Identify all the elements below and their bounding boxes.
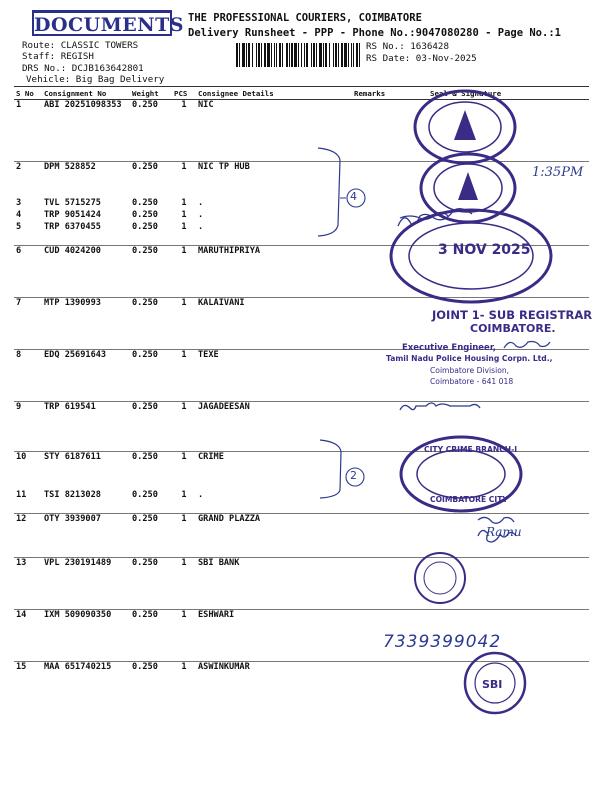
row-consignee: TEXE [196,350,352,402]
row-pcs: 1 [172,514,196,558]
group2-bracket [320,440,341,498]
police-line4: Coimbatore - 641 018 [430,377,514,386]
row-pcs: 1 [172,298,196,350]
row-sno: 3 [16,197,22,208]
signature-row8 [504,342,550,349]
row-pcs: 1 [181,162,187,172]
row-consignment: TRP 6370455 [42,222,130,246]
row-consignee: CRIME [198,452,224,462]
registrar-line2: COIMBATORE. [470,322,556,335]
police-line2: Tamil Nadu Police Housing Corpn. Ltd., [386,354,553,363]
row-sno: 13 [14,558,42,610]
row-consignment: OTY 3939007 [42,514,130,558]
row-pcs: 1 [172,246,196,298]
row-weight: 0.250 [130,222,172,246]
row-pcs: 1 [181,662,187,672]
row-sno: 6 [14,246,42,298]
group1-mark: 4 [350,190,357,203]
row-consignee: MARUTHIPRIYA [196,246,352,298]
row-consignee: . [198,197,204,208]
row-weight: 0.250 [132,662,158,672]
signature-row12 [478,517,514,523]
group1-bracket [318,148,340,236]
row-weight: 0.250 [130,298,172,350]
group2-mark: 2 [350,469,357,482]
row-sno: 1 [14,100,42,162]
staff: Staff: REGISH [22,51,94,62]
company-title: THE PROFESSIONAL COURIERS, COIMBATORE [188,12,422,24]
row-consignee: NIC TP HUB [198,162,250,172]
row-pcs: 1 [172,490,196,514]
row-consignment: DPM 528852 [44,162,96,172]
police-line3: Coimbatore Division, [430,366,510,375]
row-consignee: JAGADEESAN [196,402,352,452]
row-consignee: KALAIVANI [196,298,352,350]
row-consignment: VPL 230191489 [42,558,130,610]
row-sno: 2 [16,162,22,172]
row-consignment: CUD 4024200 [42,246,130,298]
row-consignee: ASWINKUMAR [198,662,250,672]
row-consignment: IXM 509090350 [42,610,130,662]
rs-date: RS Date: 03-Nov-2025 [366,53,477,64]
row-sno: 8 [14,350,42,402]
row-pcs: 1 [181,209,187,220]
col-consignee: Consignee Details [196,87,352,100]
col-weight: Weight [130,87,172,100]
row-pcs: 1 [172,610,196,662]
row-weight: 0.250 [132,197,158,208]
col-remarks: Remarks [352,87,404,100]
row-weight: 0.250 [130,610,172,662]
row-consignment: EDQ 25691643 [42,350,130,402]
registrar-line1: JOINT 1- SUB REGISTRAR [432,308,593,322]
row-consignment: MAA 651740215 [44,662,112,672]
crime-branch-text: CITY CRIME BRANCH-I [424,445,518,454]
row-consignment: TSI 8213028 [42,490,130,514]
row-consignment: TVL 5715275 [44,197,101,208]
runsheet-subtitle: Delivery Runsheet - PPP - Phone No.:9047080280 - Page No.:1 [188,27,561,39]
row-sno: 14 [14,610,42,662]
row-weight: 0.250 [130,402,172,452]
crime-city-text: COIMBATORE CITY [430,495,508,504]
row-sno: 10 [16,452,27,462]
col-consignment: Consignment No [42,87,130,100]
col-sno: S No [14,87,42,100]
col-pcs: PCS [172,87,196,100]
row-pcs: 1 [172,100,196,162]
row-consignee: . [196,490,352,514]
row-sno: 11 [14,490,42,514]
col-seal: Seal & Signature [404,87,589,100]
row-weight: 0.250 [130,558,172,610]
drs-number: DRS No.: DCJB163642801 [22,63,144,74]
row-sno: 5 [14,222,42,246]
rs-number: RS No.: 1636428 [366,41,449,52]
row-weight: 0.250 [130,514,172,558]
row-weight: 0.250 [130,100,172,162]
date-stamp: 3 NOV 2025 [438,242,531,258]
row-pcs: 1 [172,350,196,402]
row-consignee: . [196,222,352,246]
route: Route: CLASSIC TOWERS [22,40,139,51]
row-sno: 4 [16,209,22,220]
time-handwriting: 1:35PM [532,165,584,180]
row-weight: 0.250 [132,162,158,172]
row-weight: 0.250 [130,350,172,402]
police-line1: Executive Engineer, [402,343,496,353]
signature-row9 [400,403,480,410]
documents-stamp: DOCUMENTS [32,10,172,36]
row-pcs: 1 [181,452,187,462]
row-sno: 7 [14,298,42,350]
row-pcs: 1 [172,558,196,610]
row-consignee: NIC [196,100,352,162]
name-handwriting: Ramu [486,525,522,539]
row-weight: 0.250 [132,209,158,220]
row-weight: 0.250 [130,490,172,514]
row-pcs: 1 [172,222,196,246]
row-consignment: MTP 1390993 [42,298,130,350]
sbi-seal-1 [412,550,468,606]
row-consignment: ABI 20251098353 [42,100,130,162]
row-consignment: TRP 9051424 [44,209,101,220]
row-consignee: SBI BANK [196,558,352,610]
row-weight: 0.250 [130,246,172,298]
row-consignee: GRAND PLAZZA [196,514,352,558]
row-pcs: 1 [172,402,196,452]
row-consignee: . [198,209,204,220]
phone-handwriting: 7339399042 [383,632,502,652]
row-pcs: 1 [181,197,187,208]
row-sno: 12 [14,514,42,558]
row-sno: 15 [16,662,27,672]
row-sno: 9 [14,402,42,452]
row-weight: 0.250 [132,452,158,462]
row-consignment: STY 6187611 [44,452,101,462]
row-consignee: ESHWARI [196,610,352,662]
sbi-text: SBI [482,678,503,691]
vehicle: Vehicle: Big Bag Delivery [26,74,165,85]
row-consignment: TRP 619541 [42,402,130,452]
